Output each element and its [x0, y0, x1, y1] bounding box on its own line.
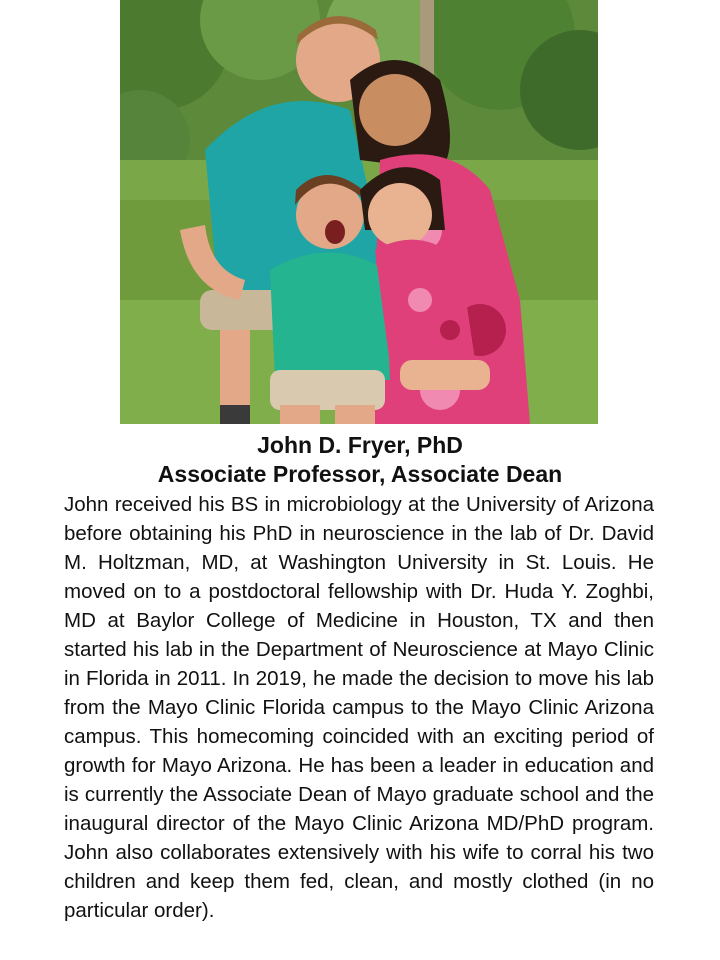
family-photo — [120, 0, 598, 424]
profile-bio: John received his BS in microbiology at the University of Arizona before obtaining his PhD in neuroscience in the lab of Dr. David M. Holtzman, MD, at Washington University in St. Louis. He moved on to a postdoctoral fellowship with Dr. Huda Y. Zoghbi, MD at Baylor College of Medicine in Houston, TX and then started his lab in the Department of Neuroscience at Mayo Clinic in Florida in 2011. In 2019, he made the decision to move his lab from the Mayo Clinic Florida campus to the Mayo Clinic Arizona campus. This homecoming coincided with an exciting period of growth for Mayo Arizona. He has been a leader in education and is currently the Associate Dean of Mayo graduate school and the inaugural director of the Mayo Clinic Arizona MD/PhD program. John also collaborates extensively with his wife to corral his two children and keep them fed, clean, and mostly clothed (in no particular order). — [64, 493, 654, 922]
family-photo-illustration — [120, 0, 598, 424]
profile-name: John D. Fryer, PhD — [257, 432, 463, 458]
profile-title: Associate Professor, Associate Dean — [157, 461, 563, 487]
